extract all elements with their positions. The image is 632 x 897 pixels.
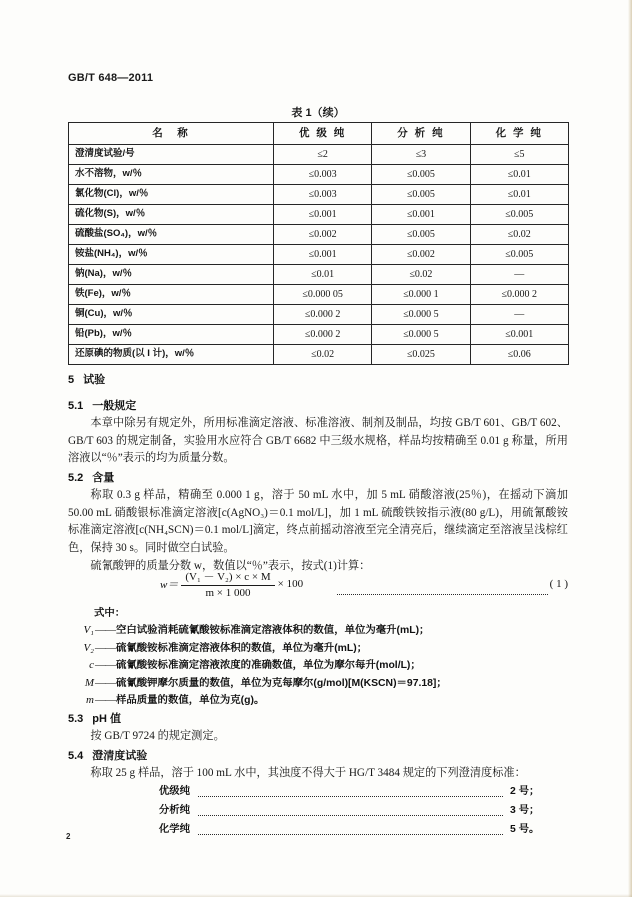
where-item-dash: —— [95, 624, 115, 637]
section-5-heading [68, 372, 568, 389]
cell-youjichun: ≤0.002 [274, 225, 372, 245]
clarity-grade-value: 3 号； [510, 805, 540, 816]
column-header-youjichun: 优 级 纯 [274, 123, 372, 145]
section-5-4 [68, 748, 568, 783]
cell-huaxuechun: ≤0.005 [470, 205, 568, 225]
cell-youjichun: ≤0.01 [274, 265, 372, 285]
cell-name: 氯化物(Cl)，w/％ [69, 185, 274, 205]
where-item [68, 692, 568, 709]
section-5-3 [68, 711, 568, 746]
cell-fenxichun: ≤0.001 [372, 205, 470, 225]
section-5-4-body: 称取 25 g 样品，溶于 100 mL 水中，其浊度不得大于 HG/T 3484 规定的下列澄清度标准： [90, 767, 526, 780]
table-row [69, 145, 569, 165]
specification-table [68, 122, 569, 365]
table-body [69, 145, 569, 365]
cell-name: 水不溶物，w/％ [69, 165, 274, 185]
cell-fenxichun: ≤3 [372, 145, 470, 165]
cell-name: 钠(Na)，w/％ [69, 265, 274, 285]
clarity-grade-value: 5 号。 [510, 824, 540, 835]
cell-name: 铁(Fe)，w/％ [69, 285, 274, 305]
table-caption: 表 1（续） [291, 107, 345, 119]
clarity-grade-row [68, 819, 568, 838]
section-5-4-number: 5.4 [68, 750, 84, 762]
cell-youjichun: ≤0.02 [274, 345, 372, 365]
cell-huaxuechun: — [470, 265, 568, 285]
where-item-dash: —— [95, 659, 115, 672]
cell-fenxichun: ≤0.005 [372, 165, 470, 185]
section-5-1 [68, 398, 568, 468]
table-row [69, 185, 569, 205]
section-5-1-title: 一般规定 [92, 400, 137, 412]
cell-youjichun: ≤0.001 [274, 245, 372, 265]
formula-lhs: w＝ [160, 578, 179, 591]
where-item-symbol: c [89, 659, 94, 672]
cell-huaxuechun: ≤0.01 [470, 165, 568, 185]
page-number: 2 [66, 832, 71, 841]
section-5-3-title: pH 值 [92, 713, 122, 725]
cell-youjichun: ≤0.000 2 [274, 305, 372, 325]
where-item-symbol: V₂ [83, 641, 94, 654]
cell-name: 铅(Pb)，w/％ [69, 325, 274, 345]
where-item [68, 622, 568, 639]
formula-leader-dots [337, 587, 548, 595]
cell-fenxichun: ≤0.000 5 [372, 305, 470, 325]
column-header-huaxuechun: 化 学 纯 [470, 123, 568, 145]
cell-youjichun: ≤0.000 2 [274, 325, 372, 345]
where-item-symbol: m [86, 694, 94, 707]
section-5-4-title: 澄清度试验 [92, 750, 148, 762]
standard-number-header: GB/T 648—2011 [68, 72, 154, 84]
where-item-text: 硫氰酸铵标准滴定溶液体积的数值，单位为毫升(mL)； [116, 642, 368, 654]
table-row [69, 205, 569, 225]
where-item-dash: —— [95, 676, 115, 689]
formula-fraction [181, 568, 274, 599]
formula-denominator: m × 1 000 [205, 587, 251, 599]
section-5-2-body: 称取 0.3 g 样品，精确至 0.000 1 g，溶于 50 mL 水中，加 5 mL 硝酸溶液(25％)，在摇动下滴加 50.00 mL 硝酸银标准滴定溶液[c(AgNO₃)＝0.1 mol/L]，加 1 mL 硫酸铁铵指示液(80 g/L)，用硫氰酸铵标准滴定溶液[c(NH₄SCN)＝0.1 mol/L]滴定，终点前摇动溶液至完全清亮后，继续滴定至溶液呈浅棕红色，保持 30 s。同时做空白试验。 [68, 489, 568, 555]
cell-huaxuechun: ≤0.02 [470, 225, 568, 245]
clarity-grade-leader-dots [198, 824, 503, 835]
formula-expression [160, 568, 303, 599]
section-5-3-number: 5.3 [68, 713, 84, 725]
clarity-grade-row [68, 781, 568, 800]
cell-youjichun: ≤0.001 [274, 205, 372, 225]
column-header-name: 名 称 [69, 123, 274, 145]
where-item-dash: —— [95, 694, 115, 707]
cell-name: 还原碘的物质(以 I 计)，w/％ [69, 345, 274, 365]
cell-youjichun: ≤0.003 [274, 185, 372, 205]
where-items [68, 622, 568, 709]
clarity-grade-leader-dots [198, 805, 503, 816]
where-item-symbol: M [84, 676, 94, 689]
section-5-title: 试验 [83, 374, 106, 386]
section-5-1-body: 本章中除另有规定外，所用标准滴定溶液、标准溶液、制剂及制品，均按 GB/T 601、GB/T 602、GB/T 603 的规定制备，实验用水应符合 GB/T 6682 中三级水规格，样品均按精确至 0.01 g 称量，所用溶液以“％”表示的均为质量分数。 [68, 417, 568, 465]
section-5-1-number: 5.1 [68, 400, 84, 412]
cell-fenxichun: ≤0.005 [372, 225, 470, 245]
section-5-2-number: 5.2 [68, 472, 84, 484]
table-header-row [69, 123, 569, 145]
section-5-2-formula-intro: 硫氰酸钾的质量分数 w，数值以“％”表示，按式(1)计算： [90, 559, 371, 572]
cell-name: 澄清度试验/号 [69, 145, 274, 165]
column-header-fenxichun: 分 析 纯 [372, 123, 470, 145]
where-item [68, 657, 568, 674]
cell-youjichun: ≤0.003 [274, 165, 372, 185]
clarity-grade-row [68, 800, 568, 819]
cell-huaxuechun: — [470, 305, 568, 325]
section-5-number: 5 [68, 374, 75, 386]
formula-row [68, 568, 568, 599]
section-5-2 [68, 470, 568, 575]
where-item [68, 675, 568, 692]
where-block [68, 606, 568, 710]
cell-fenxichun: ≤0.005 [372, 185, 470, 205]
cell-huaxuechun: ≤0.01 [470, 185, 568, 205]
table-row [69, 325, 569, 345]
cell-huaxuechun: ≤0.000 2 [470, 285, 568, 305]
where-item-text: 硫氰酸钾摩尔质量的数值，单位为克每摩尔(g/mol)[M(KSCN)＝97.18]； [116, 677, 447, 689]
table-row [69, 245, 569, 265]
scan-edge-right [628, 0, 632, 897]
clarity-grade-label: 化学纯 [158, 824, 190, 835]
table-row [69, 345, 569, 365]
cell-huaxuechun: ≤5 [470, 145, 568, 165]
formula-numerator: (V₁ － V₂) × c × M [181, 568, 274, 586]
table-row [69, 305, 569, 325]
cell-name: 铜(Cu)，w/％ [69, 305, 274, 325]
table-row [69, 285, 569, 305]
where-label: 式中： [94, 608, 126, 619]
where-item [68, 640, 568, 657]
cell-name: 硫酸盐(SO₄)，w/％ [69, 225, 274, 245]
clarity-grade-leader-dots [198, 786, 503, 797]
cell-fenxichun: ≤0.000 1 [372, 285, 470, 305]
table-row [69, 165, 569, 185]
cell-fenxichun: ≤0.025 [372, 345, 470, 365]
where-item-symbol: V₁ [83, 624, 94, 637]
cell-youjichun: ≤0.000 05 [274, 285, 372, 305]
cell-name: 硫化物(S)，w/％ [69, 205, 274, 225]
cell-huaxuechun: ≤0.001 [470, 325, 568, 345]
section-5-2-title: 含量 [92, 472, 115, 484]
formula-number: ( 1 ) [549, 577, 568, 590]
cell-huaxuechun: ≤0.06 [470, 345, 568, 365]
cell-fenxichun: ≤0.000 5 [372, 325, 470, 345]
where-item-text: 空白试验消耗硫氰酸铵标准滴定溶液体积的数值，单位为毫升(mL)； [116, 625, 430, 637]
cell-fenxichun: ≤0.02 [372, 265, 470, 285]
where-item-text: 硫氰酸铵标准滴定溶液浓度的准确数值，单位为摩尔每升(mol/L)； [116, 660, 421, 672]
cell-fenxichun: ≤0.002 [372, 245, 470, 265]
clarity-grade-label: 优级纯 [158, 786, 190, 797]
table-row [69, 225, 569, 245]
clarity-grade-label: 分析纯 [158, 805, 190, 816]
cell-huaxuechun: ≤0.005 [470, 245, 568, 265]
where-item-text: 样品质量的数值，单位为克(g)。 [116, 695, 265, 707]
cell-name: 铵盐(NH₄)，w/％ [69, 245, 274, 265]
cell-youjichun: ≤2 [274, 145, 372, 165]
clarity-grade-list [68, 781, 568, 838]
clarity-grade-value: 2 号； [510, 786, 540, 797]
section-5-3-body: 按 GB/T 9724 的规定测定。 [90, 730, 225, 743]
formula-tail: × 100 [277, 577, 304, 590]
where-item-dash: —— [95, 641, 115, 654]
table-row [69, 265, 569, 285]
